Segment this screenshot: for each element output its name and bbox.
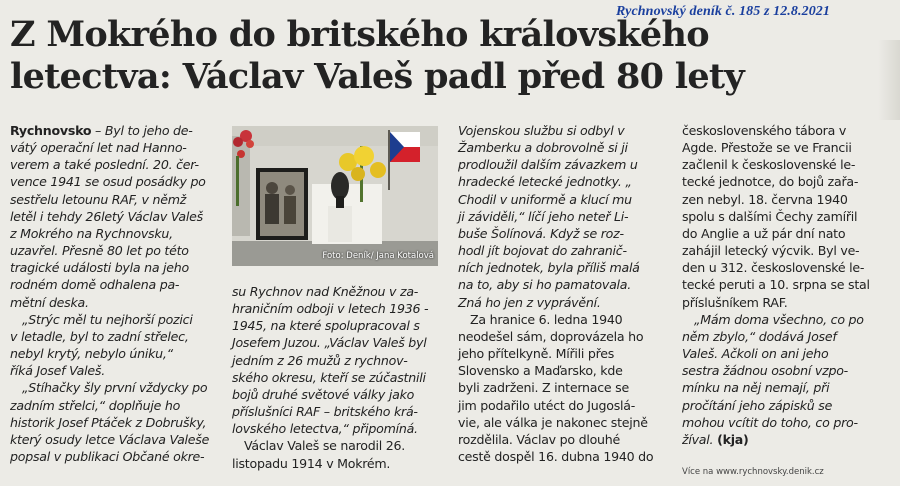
article-column-3 — [458, 122, 668, 465]
headline-line-1: Z Mokrého do britského královského — [10, 14, 709, 55]
paragraph: československého tábora v Agde. Přestože se ve Francii začlenil k československé le- tecké jednotce, do bojů zařa- zen nebyl. 18. června 1940 spolu s dalšími Čechy zamířil do Anglie a už pár dní nato zahájil letecký výcvik. Byl ve- den u 312. československé le- tecké peruti a 10. srpna se stal příslušníkem RAF. — [682, 123, 870, 310]
paragraph: Za hranice 6. ledna 1940 neodešel sám, doprovázela ho jeho přítelkyně. Mířili přes Slovensko a Maďarsko, kde byli zadrženi. Z internace se jim podařilo utéct do Jugoslá- vie, ale válka je nakonec stejně rozdělila. Václav po dlouhé cestě dospěl 16. dubna 1940 do — [458, 311, 654, 464]
source-citation: Rychnovský deník č. 185 z 12.8.2021 — [615, 4, 830, 19]
paragraph: „Mám doma všechno, co po něm zbylo,“ dodává Josef Valeš. Ačkoli on ani jeho sestra žádnou osobní vzpo- mínku na něj nemají, při pročítání jeho zápisků se mohou vcítit do toho, co pro- žíval. (kja) — [682, 311, 864, 447]
paragraph: Vojenskou službu si odbyl v Žamberku a dobrovolně si ji prodloužil dalším závazkem u hradecké letecké jednotky. „ Chodil v uniformě a klucí mu ji záviděli,“ líčí jeho neteř Li- buše Šolínová. Když se roz- hodl jít bojovat do zahranič- ních jednotek, byla příliš malá na to, aby si ho pamatovala. Zná ho jen z vyprávění. — [458, 123, 640, 310]
article-column-2 — [232, 283, 447, 472]
author-signature: (kja) — [717, 431, 749, 447]
paragraph: Václav Valeš se narodil 26. listopadu 1914 v Mokrém. — [232, 438, 406, 471]
page-edge-shadow — [878, 40, 900, 120]
article-column-4 — [682, 122, 887, 448]
headline — [10, 14, 880, 98]
photo-credit: Foto: Deník/ Jana Kotalová — [322, 251, 434, 261]
paragraph: „Strýc měl tu nejhorší pozici v letadle, byl to zadní střelec, nebyl krytý, nebylo úniku,“ říká Josef Valeš. — [10, 311, 193, 379]
paragraph: „Stíhačky šly první vždycky po zadním střelci,“ doplňuje ho historik Josef Ptáček z Dobrušky, který osudy letce Václava Valeše popsal v publikaci Občané okre- — [10, 380, 210, 464]
paragraph: su Rychnov nad Kněžnou v za- hraničním odboji v letech 1936 - 1945, na které spolupracoval s Josefem Juzou. „Václav Valeš byl jedním z 26 mužů z rychnov- ského okresu, kteří se zúčastnili bojů druhé světové války jako příslušníci RAF – britského krá- lovského letectva,“ připomíná. — [232, 284, 429, 437]
memorial-photo — [232, 126, 438, 266]
dateline: Rychnovsko — [10, 123, 92, 138]
more-info-link[interactable]: Více na www.rychnovsky.denik.cz — [682, 467, 824, 477]
article-column-1 — [10, 122, 222, 465]
headline-line-2: letectva: Václav Valeš padl před 80 lety — [10, 56, 745, 97]
memorial-photo-illustration — [232, 126, 438, 266]
paragraph: Rychnovsko – Byl to jeho de- vátý operační let nad Hanno- verem a také poslední. 20. čer- vence 1941 se osud posádky po sestřelu letounu RAF, v němž letěl i tehdy 26letý Václav Valeš z Mokrého na Rychnovsku, uzavřel. Přesně 80 let po této tragické události byla na jeho rodném domě odhalena pa- mětní deska. — [10, 123, 206, 310]
